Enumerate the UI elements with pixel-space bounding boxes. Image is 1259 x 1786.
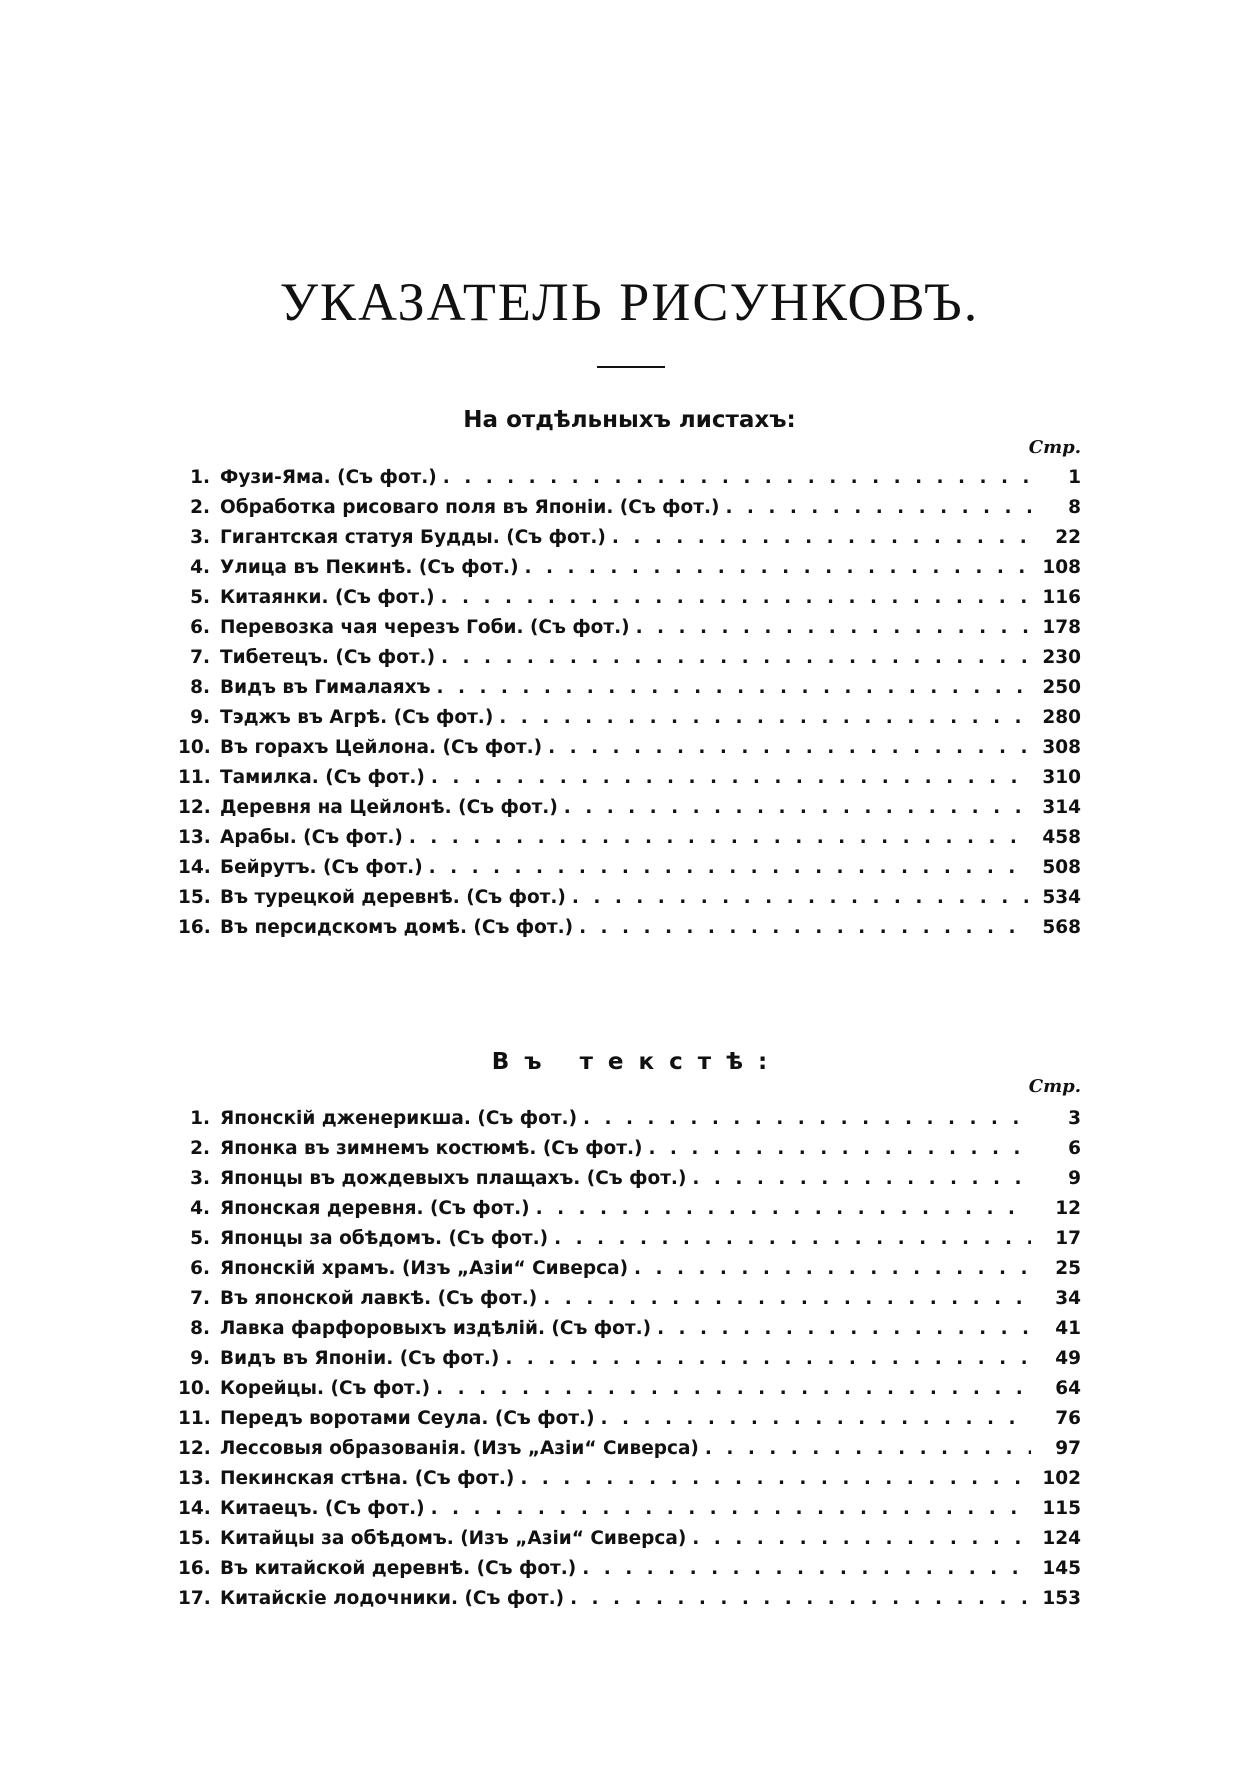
toc-entry [178,1404,1081,1434]
dot-leader [525,553,1031,583]
dot-leader [705,1434,1031,1464]
toc-list-separate-sheets [178,463,1081,943]
dot-leader [548,733,1031,763]
toc-entry-page: 3 [1068,1108,1081,1129]
dot-leader [536,1194,1031,1224]
toc-entry-number: 16. [178,1558,211,1579]
toc-entry-number: 3. [190,1168,210,1189]
page-column-label: Стр. [1028,1076,1081,1097]
toc-entry [178,1524,1081,1554]
toc-entry-title: Улица въ Пекинѣ. (Съ фот.) [220,557,519,578]
toc-entry [178,1314,1081,1344]
toc-entry-number: 1. [190,467,210,488]
toc-entry-number: 9. [190,707,210,728]
toc-entry-page: 1 [1068,467,1081,488]
toc-entry-page: 49 [1055,1348,1081,1369]
toc-entry [178,853,1081,883]
toc-entry-title: Арабы. (Съ фот.) [220,827,403,848]
toc-entry [178,1164,1081,1194]
dot-leader [520,1464,1031,1494]
toc-entry-number: 15. [178,887,211,908]
toc-entry-number: 12. [178,1438,211,1459]
toc-entry-page: 458 [1042,827,1081,848]
toc-entry-number: 5. [190,1228,210,1249]
toc-entry [178,1254,1081,1284]
toc-entry-title: Японцы за обѣдомъ. (Съ фот.) [220,1228,549,1249]
toc-entry-number: 17. [178,1588,211,1609]
dot-leader [572,883,1031,913]
toc-entry-page: 308 [1042,737,1081,758]
toc-entry-number: 11. [178,1408,211,1429]
dot-leader [582,1554,1031,1584]
toc-entry-page: 508 [1042,857,1081,878]
dot-leader [436,1374,1031,1404]
toc-entry-number: 6. [190,1258,210,1279]
toc-entry [178,1104,1081,1134]
toc-entry-number: 3. [190,527,210,548]
toc-entry-number: 6. [190,617,210,638]
toc-entry-number: 9. [190,1348,210,1369]
toc-entry [178,1434,1081,1464]
toc-entry [178,793,1081,823]
toc-entry-title: Китайцы за обѣдомъ. (Изъ „Азіи“ Сиверса) [220,1528,687,1549]
toc-entry-title: Гигантская статуя Будды. (Съ фот.) [220,527,606,548]
dot-leader [431,763,1031,793]
toc-entry-number: 8. [190,1318,210,1339]
dot-leader [692,1164,1031,1194]
toc-entry [178,523,1081,553]
toc-entry-number: 7. [190,1288,210,1309]
toc-entry-number: 13. [178,827,211,848]
dot-leader [409,823,1031,853]
dot-leader [692,1524,1031,1554]
toc-entry-title: Деревня на Цейлонѣ. (Съ фот.) [220,797,558,818]
toc-entry-page: 568 [1042,917,1081,938]
dot-leader [499,703,1031,733]
toc-entry-page: 9 [1068,1168,1081,1189]
toc-entry [178,1344,1081,1374]
toc-entry-number: 1. [190,1108,210,1129]
toc-entry-number: 10. [178,737,211,758]
toc-entry [178,493,1081,523]
toc-entry [178,1194,1081,1224]
toc-entry-title: Японцы въ дождевыхъ плащахъ. (Съ фот.) [220,1168,687,1189]
section-heading-separate-sheets: На отдѣльныхъ листахъ: [463,407,796,433]
toc-entry [178,613,1081,643]
page-title: УКАЗАТЕЛЬ РИСУНКОВЪ. [279,272,980,332]
toc-entry-number: 15. [178,1528,211,1549]
toc-entry-number: 13. [178,1468,211,1489]
toc-entry-title: Тибетецъ. (Съ фот.) [220,647,436,668]
toc-entry-page: 314 [1042,797,1081,818]
dot-leader [634,1254,1031,1284]
toc-entry-title: Тамилка. (Съ фот.) [220,767,425,788]
dot-leader [443,463,1031,493]
toc-entry-page: 178 [1042,617,1081,638]
toc-list-in-text [178,1104,1081,1614]
toc-entry-title: Бейрутъ. (Съ фот.) [220,857,423,878]
dot-leader [441,583,1031,613]
toc-entry-number: 10. [178,1378,211,1399]
toc-entry [178,463,1081,493]
toc-entry-title: Китаянки. (Съ фот.) [220,587,435,608]
toc-entry-number: 4. [190,1198,210,1219]
dot-leader [543,1284,1031,1314]
toc-entry [178,1374,1081,1404]
toc-entry-page: 115 [1042,1498,1081,1519]
dot-leader [725,493,1031,523]
toc-entry-page: 116 [1042,587,1081,608]
toc-entry-page: 17 [1055,1228,1081,1249]
toc-entry-number: 7. [190,647,210,668]
toc-entry-title: Въ китайской деревнѣ. (Съ фот.) [220,1558,577,1579]
toc-entry [178,643,1081,673]
toc-entry-page: 64 [1055,1378,1081,1399]
toc-entry-title: Перевозка чая черезъ Гоби. (Съ фот.) [220,617,630,638]
dot-leader [441,643,1031,673]
toc-entry-title: Китаецъ. (Съ фот.) [220,1498,425,1519]
toc-entry-title: Въ горахъ Цейлона. (Съ фот.) [220,737,543,758]
toc-entry [178,1134,1081,1164]
toc-entry-page: 534 [1042,887,1081,908]
toc-entry-page: 280 [1042,707,1081,728]
toc-entry [178,913,1081,943]
toc-entry-title: Фузи-Яма. (Съ фот.) [220,467,437,488]
toc-entry-title: Лессовыя образованія. (Изъ „Азіи“ Сиверса) [220,1438,699,1459]
toc-entry-number: 14. [178,1498,211,1519]
toc-entry-title: Японская деревня. (Съ фот.) [220,1198,530,1219]
toc-entry-title: Китайскіе лодочники. (Съ фот.) [220,1588,565,1609]
dot-leader [636,613,1031,643]
toc-entry-title: Корейцы. (Съ фот.) [220,1378,431,1399]
toc-entry-page: 6 [1068,1138,1081,1159]
dot-leader [570,1584,1031,1614]
toc-entry-title: Въ японской лавкѣ. (Съ фот.) [220,1288,538,1309]
toc-entry [178,1494,1081,1524]
toc-entry-number: 2. [190,1138,210,1159]
toc-entry-number: 12. [178,797,211,818]
toc-entry-page: 97 [1055,1438,1081,1459]
toc-entry-number: 11. [178,767,211,788]
toc-entry [178,763,1081,793]
toc-entry-page: 145 [1042,1558,1081,1579]
dot-leader [648,1134,1031,1164]
toc-entry-page: 34 [1055,1288,1081,1309]
toc-entry [178,883,1081,913]
page-column-label: Стр. [1028,437,1081,458]
toc-entry-page: 102 [1042,1468,1081,1489]
toc-entry-page: 230 [1042,647,1081,668]
toc-entry-number: 2. [190,497,210,518]
toc-entry-page: 124 [1042,1528,1081,1549]
toc-entry-page: 76 [1055,1408,1081,1429]
toc-entry-title: Въ персидскомъ домѣ. (Съ фот.) [220,917,574,938]
dot-leader [505,1344,1031,1374]
toc-entry-number: 4. [190,557,210,578]
toc-entry [178,823,1081,853]
toc-entry-title: Японскій храмъ. (Изъ „Азіи“ Сиверса) [220,1258,629,1279]
toc-entry-page: 25 [1055,1258,1081,1279]
toc-entry-title: Пекинская стѣна. (Съ фот.) [220,1468,515,1489]
toc-entry [178,703,1081,733]
toc-entry-title: Японскій дженерикша. (Съ фот.) [220,1108,578,1129]
dot-leader [437,673,1031,703]
toc-entry-number: 14. [178,857,211,878]
dot-leader [554,1224,1031,1254]
dot-leader [612,523,1031,553]
toc-entry [178,553,1081,583]
toc-entry-title: Видъ въ Японіи. (Съ фот.) [220,1348,500,1369]
toc-entry-page: 108 [1042,557,1081,578]
toc-entry-title: Тэджъ въ Агрѣ. (Съ фот.) [220,707,494,728]
toc-entry-number: 8. [190,677,210,698]
toc-entry-page: 12 [1055,1198,1081,1219]
toc-entry [178,1224,1081,1254]
toc-entry-page: 8 [1068,497,1081,518]
toc-entry-number: 16. [178,917,211,938]
toc-entry-page: 250 [1042,677,1081,698]
dot-leader [564,793,1031,823]
dot-leader [579,913,1031,943]
toc-entry [178,583,1081,613]
toc-entry-title: Обработка рисоваго поля въ Японіи. (Съ фот.) [220,497,720,518]
toc-entry-number: 5. [190,587,210,608]
toc-entry-title: Видъ въ Гималаяхъ [220,677,431,698]
toc-entry-page: 22 [1055,527,1081,548]
toc-entry-title: Японка въ зимнемъ костюмѣ. (Съ фот.) [220,1138,643,1159]
toc-entry [178,1464,1081,1494]
dot-leader [657,1314,1031,1344]
dot-leader [429,853,1031,883]
toc-entry [178,673,1081,703]
toc-entry-title: Лавка фарфоровыхъ издѣлій. (Съ фот.) [220,1318,652,1339]
dot-leader [583,1104,1031,1134]
toc-entry-page: 41 [1055,1318,1081,1339]
toc-entry [178,1554,1081,1584]
title-divider [597,366,665,368]
toc-entry-page: 153 [1042,1588,1081,1609]
dot-leader [431,1494,1031,1524]
toc-entry [178,1284,1081,1314]
toc-entry-title: Передъ воротами Сеула. (Съ фот.) [220,1408,595,1429]
toc-entry [178,1584,1081,1614]
dot-leader [601,1404,1031,1434]
section-heading-in-text: Въ текстѣ: [491,1049,783,1075]
toc-entry-title: Въ турецкой деревнѣ. (Съ фот.) [220,887,566,908]
toc-entry [178,733,1081,763]
toc-entry-page: 310 [1042,767,1081,788]
